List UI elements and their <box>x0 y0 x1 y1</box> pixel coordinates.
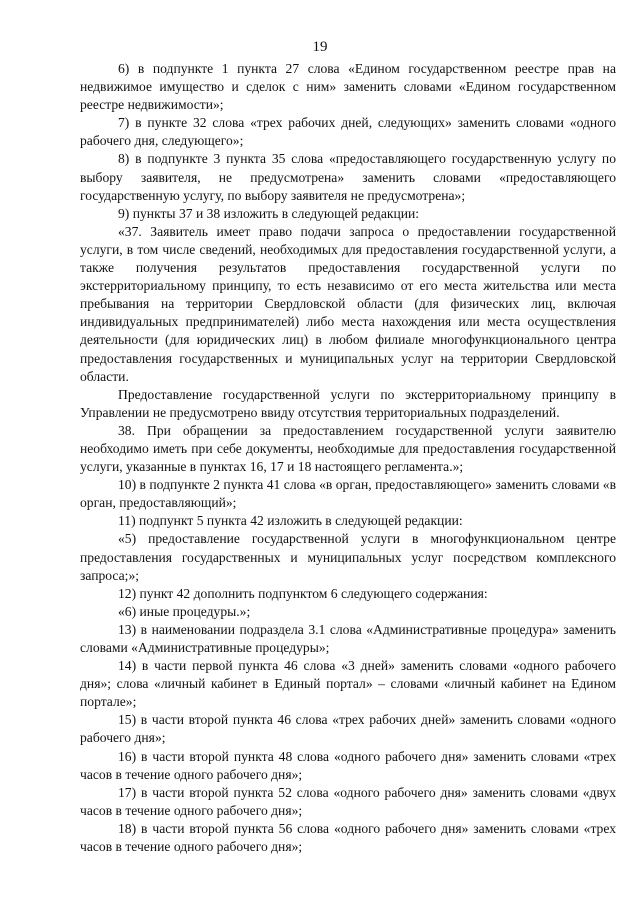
paragraph-item-9: 9) пункты 37 и 38 изложить в следующей редакции: <box>118 205 420 221</box>
paragraph-item-13: 13) в наименовании подраздела 3.1 слова «Административные процедура» заменить словами «Административные процедуры»; <box>80 621 616 655</box>
paragraph-item-16: 16) в части второй пункта 48 слова «одного рабочего дня» заменить словами «трех часов в течение одного рабочего дня»; <box>80 748 616 782</box>
paragraph-item-14: 14) в части первой пункта 46 слова «3 дней» заменить словами «одного рабочего дня»; слова «личный кабинет в Единый портал» – словами «личный кабинет на Едином портале»; <box>80 658 616 710</box>
paragraph-clause-38: 38. При обращении за предоставлением государственной услуги заявителю необходимо иметь при себе документы, необходимые для предоставления государственной услуги, указанные в пунктах 16, 17 и 18 настоящего регламента.»; <box>80 422 616 475</box>
page-number: 19 <box>312 39 328 55</box>
paragraph-clause-37: «37. Заявитель имеет право подачи запроса о предоставлении государственной услуги, в том числе сведений, необходимых для предоставления государственной услуги, а также получения результатов предоставления государственной услуги по экстерриториальному принципу, то есть независимо от его места жительства или места пребывания на территории Свердловской области (для физических лиц, включая индивидуальных предпринимателей) либо места нахождения или места осуществления деятельности (для юридических лиц) в любом филиале многофункционального центра предоставления государственных и муниципальных услуг на территории Свердловской области. <box>80 223 616 384</box>
paragraph-item-8: 8) в подпункте 3 пункта 35 слова «предоставляющего государственную услугу по выбору заявителя, не предусмотрена» заменить словами «предоставляющего государственную услугу, по выбору заявителя не предусмотрена»; <box>80 151 616 203</box>
paragraph-subclause-5: «5) предоставление государственной услуги в многофункциональном центре предоставления государственных и муниципальных услуг посредством комплексного запроса;»; <box>80 531 616 583</box>
document-body <box>80 60 616 856</box>
paragraph-item-15: 15) в части второй пункта 46 слова «трех рабочих дней» заменить словами «одного рабочего дня»; <box>80 712 616 746</box>
paragraph-item-10: 10) в подпункте 2 пункта 41 слова «в орган, предоставляющего» заменить словами «в орган, предоставляющий»; <box>80 477 616 511</box>
paragraph-clause-37-part-2: Предоставление государственной услуги по экстерриториальному принципу в Управлении не предусмотрено ввиду отсутствия территориальных подразделений. <box>80 386 616 420</box>
paragraph-item-7: 7) в пункте 32 слова «трех рабочих дней, следующих» заменить словами «одного рабочего дня, следующего»; <box>80 115 616 149</box>
paragraph-subclause-6: «6) иные процедуры.»; <box>118 603 251 619</box>
paragraph-item-11: 11) подпункт 5 пункта 42 изложить в следующей редакции: <box>118 513 463 529</box>
paragraph-item-6: 6) в подпункте 1 пункта 27 слова «Едином государственном реестре прав на недвижимое имущество и сделок с ним» заменить словами «Едином государственном реестре недвижимости»; <box>80 61 616 113</box>
paragraph-item-18: 18) в части второй пункта 56 слова «одного рабочего дня» заменить словами «трех часов в течение одного рабочего дня»; <box>80 820 616 855</box>
paragraph-item-17: 17) в части второй пункта 52 слова «одного рабочего дня» заменить словами «двух часов в течение одного рабочего дня»; <box>80 784 616 818</box>
paragraph-item-12: 12) пункт 42 дополнить подпунктом 6 следующего содержания: <box>118 585 488 601</box>
